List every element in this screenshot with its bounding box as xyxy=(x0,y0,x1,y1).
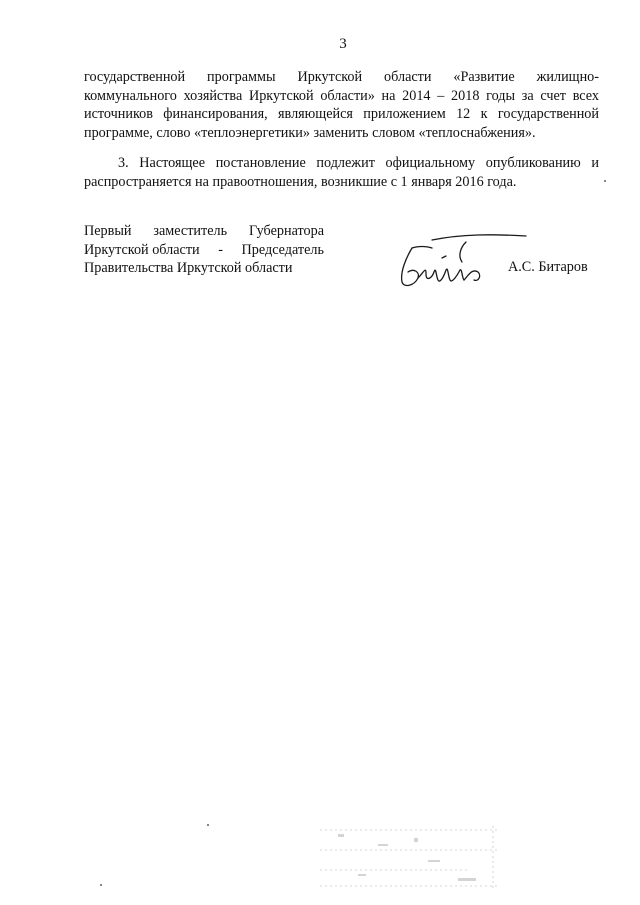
scan-speck xyxy=(207,824,209,826)
signer-name: А.С. Битаров xyxy=(508,259,588,275)
scan-speck xyxy=(100,884,102,886)
title-word: заместитель xyxy=(153,223,228,239)
title-word: Губернатора xyxy=(248,223,324,239)
title-word: Иркутской области xyxy=(84,241,200,258)
signatory-title-line-1 xyxy=(84,222,324,241)
signatory-title-line-2 xyxy=(84,241,324,260)
signatory-title-line-3: Правительства Иркутской области xyxy=(84,260,293,276)
faint-registration-stamp xyxy=(318,820,503,892)
signatory-title xyxy=(84,222,324,278)
paragraph-3-publication: 3. Настоящее постановление подлежит официальному опубликованию и распространяется на правоотношения, возникшие с 1 января 2016 года. xyxy=(84,155,599,190)
title-word: Председатель xyxy=(241,241,324,258)
paragraph-continuation: государственной программы Иркутской области «Развитие жилищно-коммунального хозяйства Иркутской области» на 2014 – 2018 годы за счет всех источников финансирования, являющейся приложением 12 к государственной программе, слово «теплоэнергетики» заменить словом «теплоснабжения». xyxy=(84,69,599,141)
title-word: Первый xyxy=(84,223,132,239)
title-word: - xyxy=(218,241,223,258)
page-number: 3 xyxy=(339,36,347,52)
scan-speck xyxy=(604,180,606,182)
